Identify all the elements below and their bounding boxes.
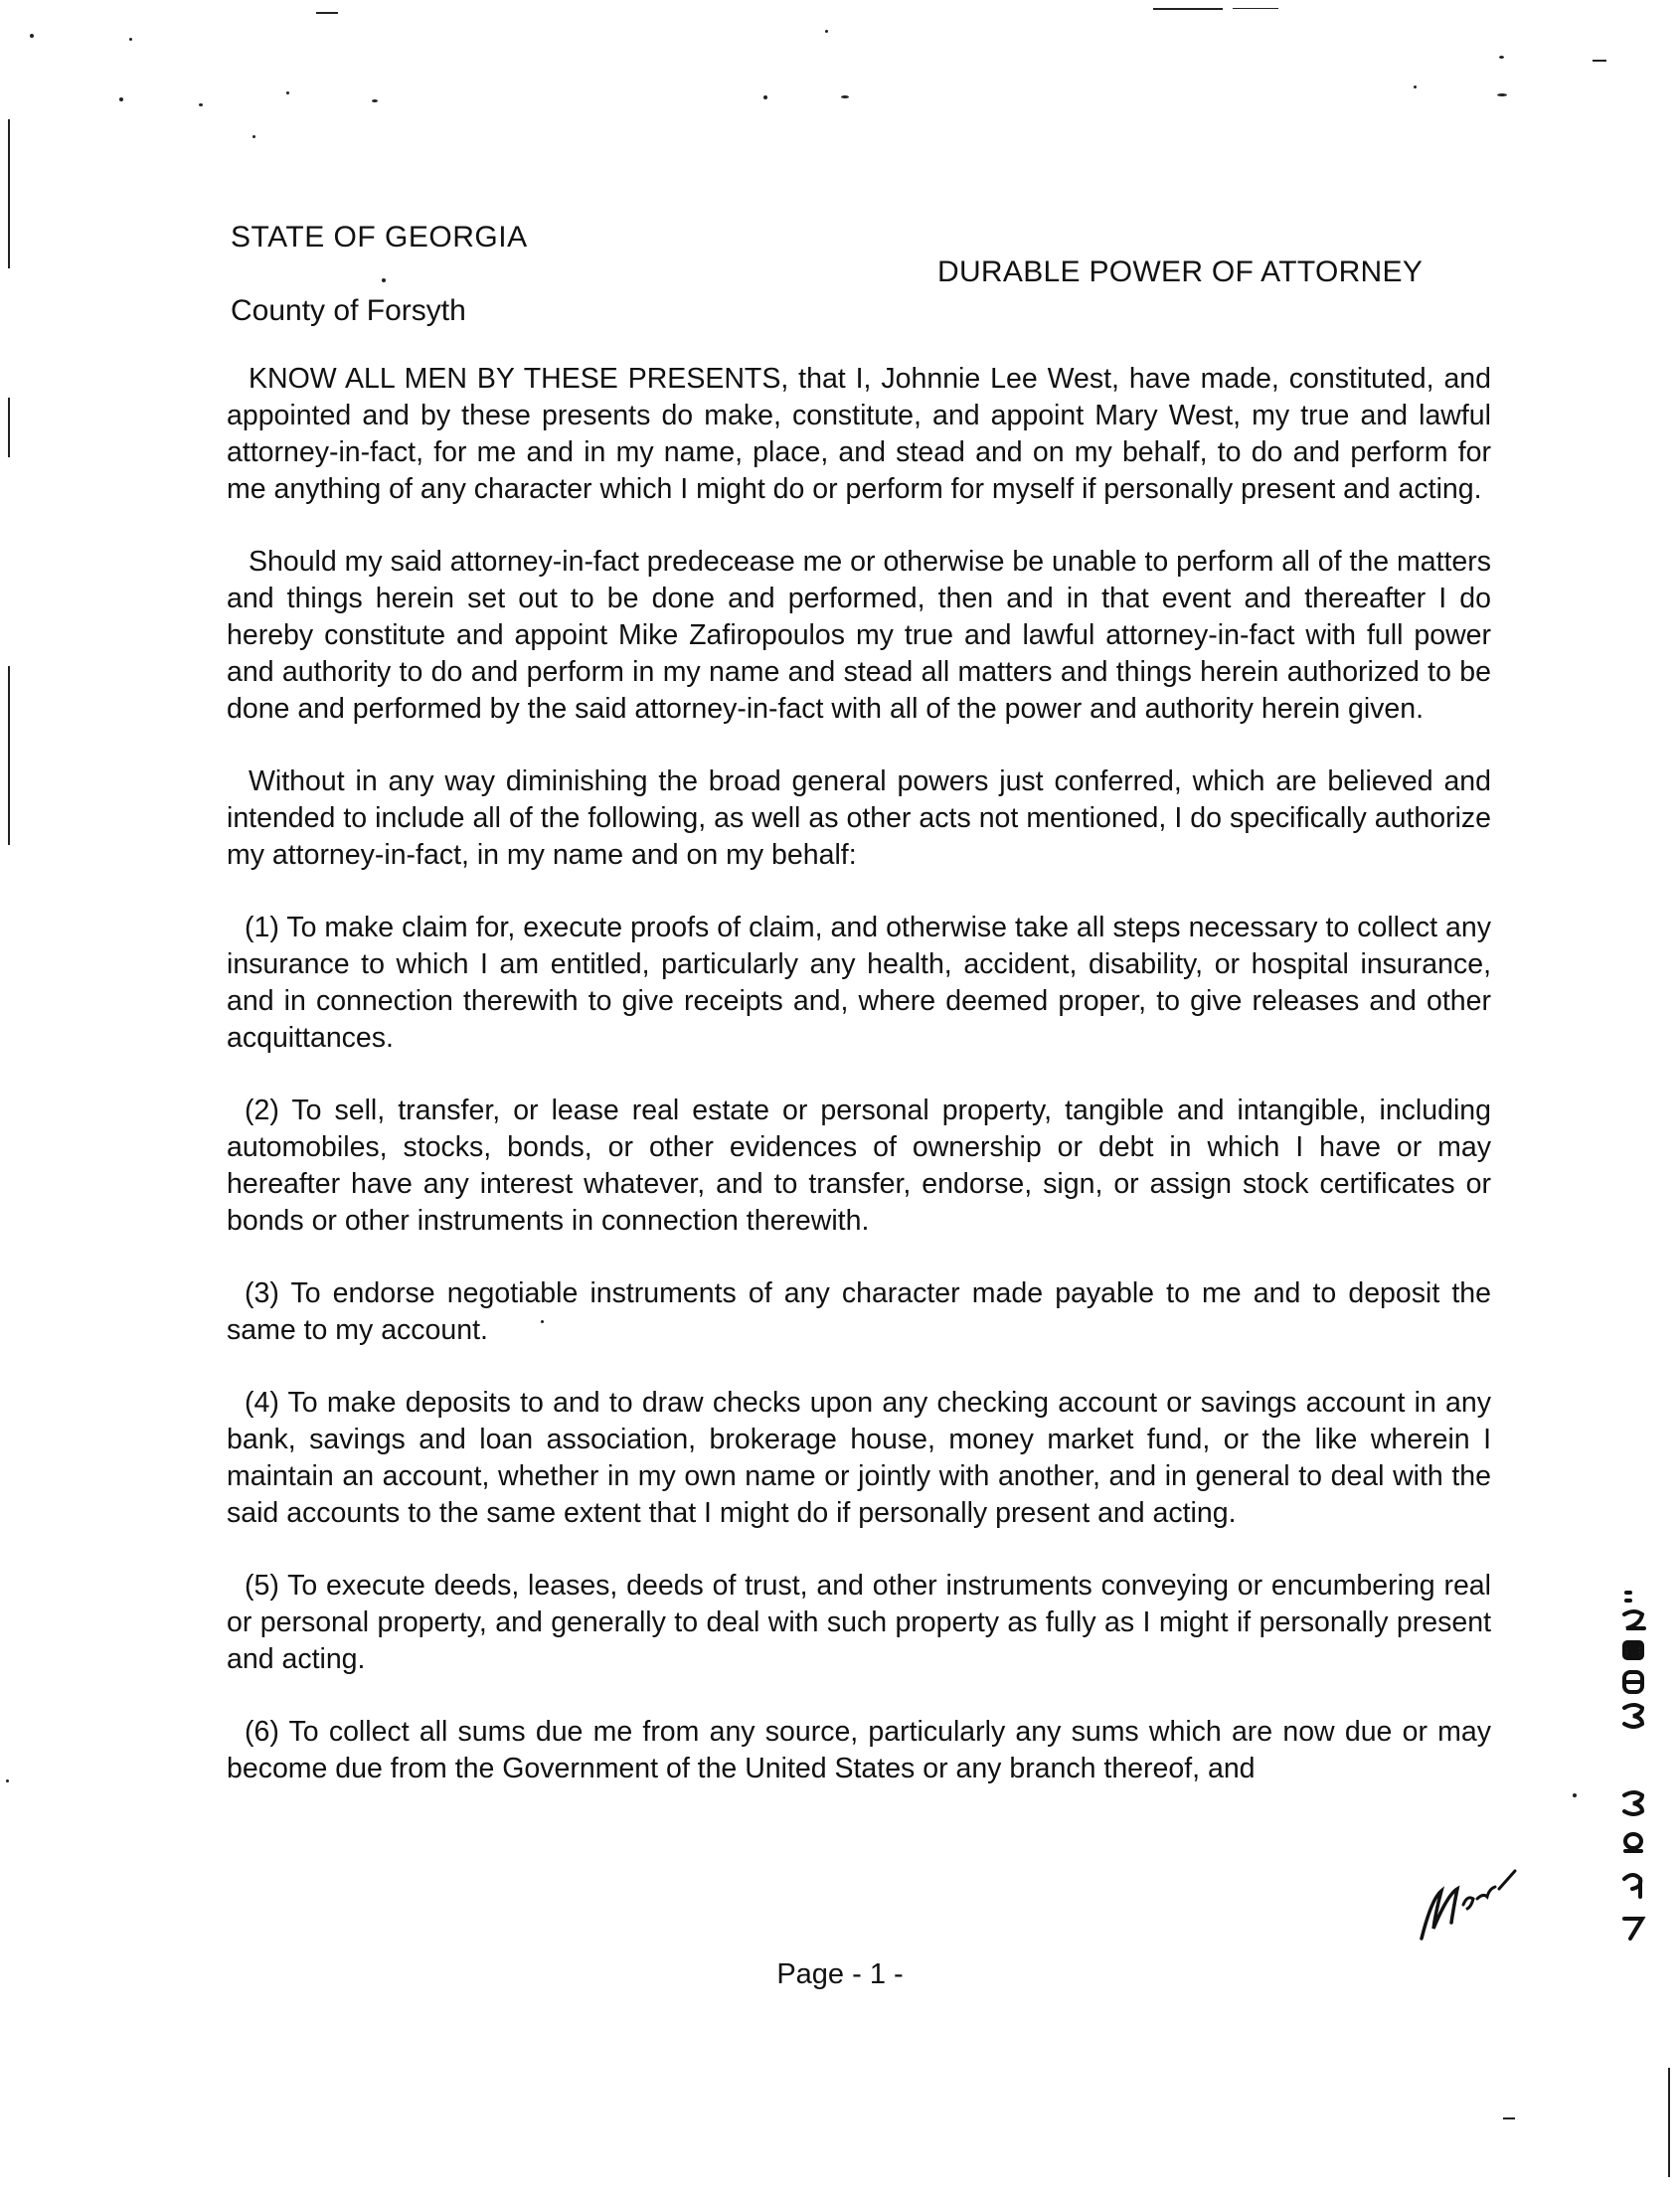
scan-speck xyxy=(763,95,767,99)
scan-speck xyxy=(825,30,828,33)
scan-edge xyxy=(8,398,10,457)
scan-speck xyxy=(129,38,132,41)
recording-stamp xyxy=(1618,1581,1658,1958)
document-body xyxy=(227,361,1491,1823)
scan-speck xyxy=(6,1779,9,1782)
scan-speck xyxy=(1573,1793,1577,1797)
scan-speck xyxy=(382,278,386,282)
scan-speck xyxy=(30,34,34,38)
scan-edge xyxy=(1668,2068,1670,2177)
scan-speck xyxy=(199,103,203,106)
page-number: Page - 1 - xyxy=(776,1958,904,1990)
scan-speck xyxy=(1414,85,1417,88)
document-title: DURABLE POWER OF ATTORNEY xyxy=(937,255,1424,288)
power-item-6: (6) To collect all sums due me from any source, particularly any sums which are now due or may become due from the Government of the United States or any branch thereof, and xyxy=(227,1716,1491,1784)
successor-paragraph: Should my said attorney-in-fact predecease me or otherwise be unable to perform all of the matters and things herein set out to be done and performed, then and in that event and thereafter I do hereby constitute and appoint Mike Zafiropoulos my true and lawful attorney-in-fact with full power and authority to do and perform in my name and stead all matters and things herein authorized to be done and performed by the said attorney-in-fact with all of the power and authority herein given. xyxy=(227,546,1491,725)
scan-mark xyxy=(1593,60,1606,62)
scan-speck xyxy=(286,91,289,94)
power-item-1: (1) To make claim for, execute proofs of claim, and otherwise take all steps necessary to collect any insurance to which I am entitled, particularly any health, accident, disability, or hospital insurance, and in connection therewith to give receipts and, where deemed proper, to give releases and other acquittances. xyxy=(227,912,1491,1054)
scan-speck xyxy=(252,135,255,138)
power-item-3: (3) To endorse negotiable instruments of any character made payable to me and to deposit the same to my account. xyxy=(227,1277,1491,1346)
scan-speck xyxy=(119,97,123,101)
scan-mark xyxy=(316,12,338,14)
scan-speck xyxy=(372,99,378,102)
power-item-4: (4) To make deposits to and to draw checks upon any checking account or savings account in any bank, savings and loan association, brokerage house, money market fund, or the like wherein I maintain an account, whether in my own name or jointly with another, and in general to deal with the said accounts to the same extent that I might do if personally present and acting. xyxy=(227,1387,1491,1529)
scan-mark xyxy=(1503,2117,1515,2119)
power-item-2: (2) To sell, transfer, or lease real estate or personal property, tangible and intangible, including automobiles, stocks, bonds, or other evidences of ownership or debt in which I have or may hereafter have any interest whatever, and to transfer, endorse, sign, or assign stock certificates or bonds or other instruments in connection therewith. xyxy=(227,1095,1491,1237)
scan-speck xyxy=(1497,93,1507,96)
scan-speck xyxy=(1499,56,1504,59)
county-heading: County of Forsyth xyxy=(231,294,466,327)
intro-paragraph: KNOW ALL MEN BY THESE PRESENTS, that I, Johnnie Lee West, have made, constituted, and appointed and by these presents do make, constitute, and appoint Mary West, my true and lawful attorney-in-fact, for me and in my name, place, and stead and on my behalf, to do and perform for me anything of any character which I might do or perform for myself if personally present and acting. xyxy=(227,363,1491,505)
scan-speck xyxy=(841,95,849,98)
power-item-5: (5) To execute deeds, leases, deeds of trust, and other instruments conveying or encumbering real or personal property, and generally to deal with such property as fully as I might if personally present and acting. xyxy=(227,1570,1491,1675)
scan-edge xyxy=(8,119,10,268)
state-heading: STATE OF GEORGIA xyxy=(231,221,528,254)
scan-edge xyxy=(8,666,10,845)
handwritten-initials xyxy=(1412,1869,1521,1948)
powers-paragraph: Without in any way diminishing the broad general powers just conferred, which are believed and intended to include all of the following, as well as other acts not mentioned, I do specifically authorize my attorney-in-fact, in my name and on my behalf: xyxy=(227,765,1491,871)
scan-mark xyxy=(1233,8,1278,9)
scan-mark xyxy=(1153,8,1223,10)
